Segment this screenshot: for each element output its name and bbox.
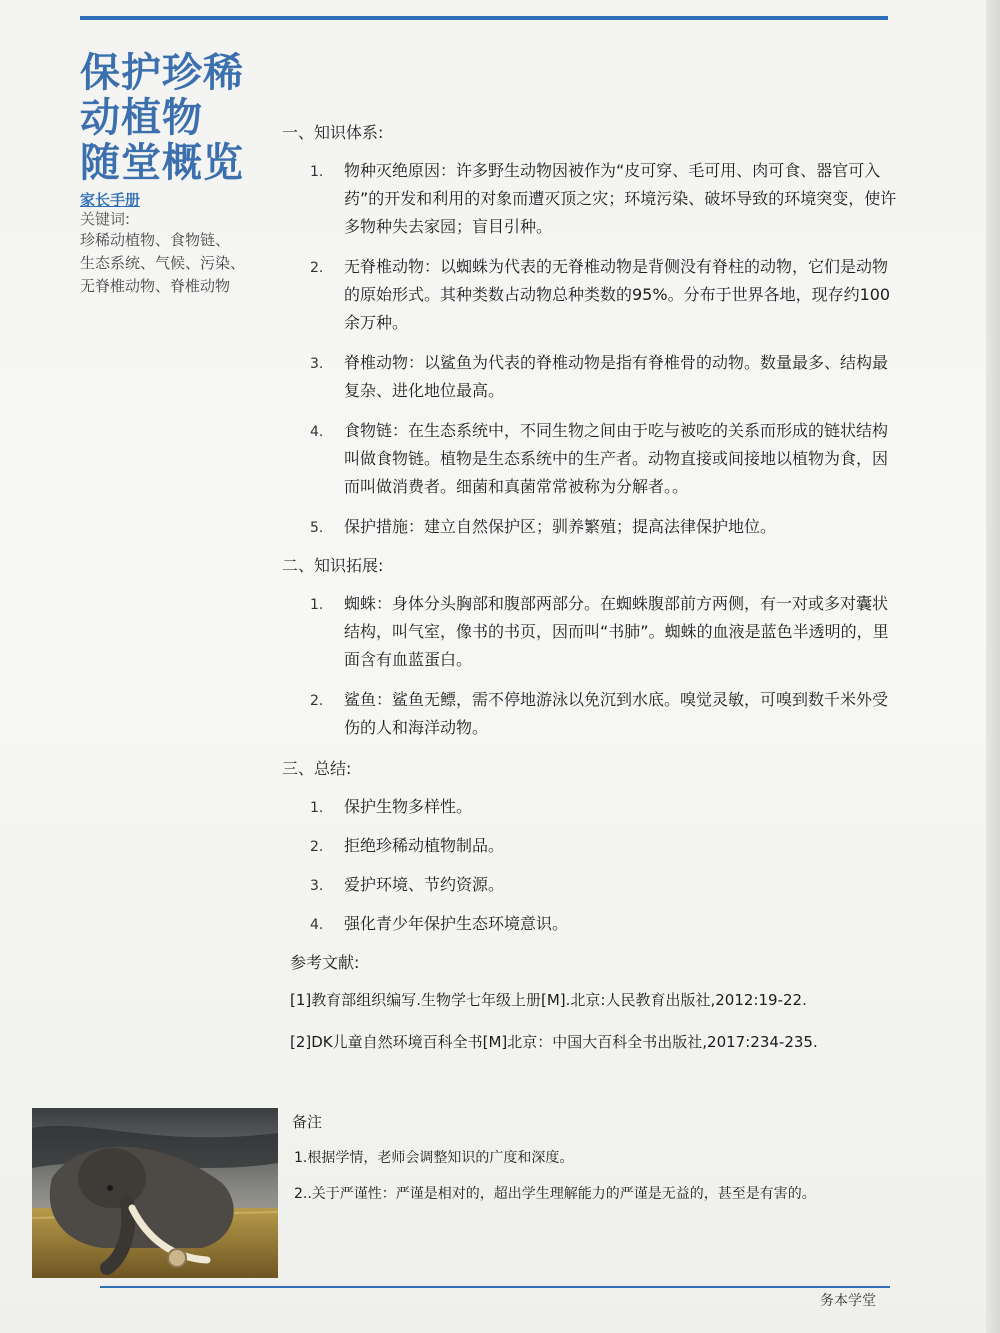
item-number: 2. bbox=[310, 693, 324, 709]
list-item bbox=[282, 417, 897, 501]
list-item bbox=[282, 513, 897, 541]
item-text: 无脊椎动物：以蜘蛛为代表的无脊椎动物是背侧没有脊柱的动物，它们是动物的原始形式。其种类数占动物总种类数的95%。分布于世界各地，现存约100余万种。 bbox=[344, 257, 891, 332]
section-knowledge-extension bbox=[282, 553, 897, 742]
section-heading: 二、知识拓展: bbox=[282, 556, 384, 575]
title-line: 保护珍稀 bbox=[80, 49, 244, 96]
notes bbox=[282, 1111, 897, 1206]
list-item bbox=[282, 686, 897, 742]
item-number: 1. bbox=[310, 800, 324, 816]
item-text: 强化青少年保护生态环境意识。 bbox=[344, 914, 569, 933]
item-text: 保护生物多样性。 bbox=[344, 797, 473, 816]
item-number: 1. bbox=[310, 597, 324, 613]
section-summary bbox=[282, 756, 897, 938]
elephant-illustration bbox=[32, 1108, 278, 1278]
section-knowledge-system bbox=[282, 120, 897, 541]
item-number: 2. bbox=[310, 839, 324, 855]
section-heading: 一、知识体系: bbox=[282, 123, 384, 142]
list-item bbox=[282, 349, 897, 405]
item-text: 蜘蛛：身体分头胸部和腹部两部分。在蜘蛛腹部前方两侧，有一对或多对囊状结构，叫气室，像书的书页，因而叫“书肺”。蜘蛛的血液是蓝色半透明的，里面含有血蓝蛋白。 bbox=[344, 594, 889, 669]
knowledge-list bbox=[282, 157, 897, 541]
section-heading: 三、总结: bbox=[282, 759, 352, 778]
note-item: 2..关于严谨性：严谨是相对的，超出学生理解能力的严谨是无益的，甚至是有害的。 bbox=[294, 1186, 816, 1202]
reference-item: [2]DK儿童自然环境百科全书[M]北京：中国大百科全书出版社,2017:234-235. bbox=[290, 1033, 818, 1051]
page-title bbox=[80, 50, 260, 185]
item-number: 5. bbox=[310, 520, 324, 536]
item-text: 爱护环境、节约资源。 bbox=[344, 875, 505, 894]
item-number: 4. bbox=[310, 917, 324, 933]
item-text: 食物链：在生态系统中，不同生物之间由于吃与被吃的关系而形成的链状结构叫做食物链。植物是生态系统中的生产者。动物直接或间接地以植物为食，因而叫做消费者。细菌和真菌常常被称为分解者。。 bbox=[344, 421, 889, 496]
top-rule bbox=[80, 16, 888, 20]
title-line: 动植物 bbox=[80, 94, 203, 141]
summary-list bbox=[282, 793, 897, 938]
references bbox=[282, 950, 897, 1055]
item-number: 1. bbox=[310, 164, 324, 180]
item-text: 脊椎动物：以鲨鱼为代表的脊椎动物是指有脊椎骨的动物。数量最多、结构最复杂、进化地位最高。 bbox=[344, 353, 889, 400]
main-content bbox=[282, 120, 897, 1218]
item-text: 保护措施：建立自然保护区；驯养繁殖；提高法律保护地位。 bbox=[344, 517, 777, 536]
list-item bbox=[282, 253, 897, 337]
keywords-line: 无脊椎动物、脊椎动物 bbox=[80, 277, 231, 295]
extension-list bbox=[282, 590, 897, 742]
item-number: 2. bbox=[310, 260, 324, 276]
footer-brand: 务本学堂 bbox=[820, 1293, 876, 1309]
keywords-list bbox=[80, 229, 260, 298]
keywords-label: 关键词: bbox=[80, 210, 131, 228]
list-item bbox=[282, 157, 897, 241]
list-item bbox=[282, 590, 897, 674]
reference-item: [1]教育部组织编写.生物学七年级上册[M].北京:人民教育出版社,2012:19-22. bbox=[290, 991, 807, 1009]
references-heading: 参考文献: bbox=[290, 953, 360, 972]
item-number: 3. bbox=[310, 878, 324, 894]
list-item bbox=[282, 871, 897, 899]
keywords-line: 生态系统、气候、污染、 bbox=[80, 254, 246, 272]
item-text: 拒绝珍稀动植物制品。 bbox=[344, 836, 505, 855]
list-item bbox=[282, 832, 897, 860]
notes-heading: 备注 bbox=[292, 1113, 323, 1131]
subtitle: 家长手册 bbox=[80, 191, 141, 209]
item-text: 物种灭绝原因：许多野生动物因被作为“皮可穿、毛可用、肉可食、器官可入药”的开发和利用的对象而遭灭顶之灾；环境污染、破坏导致的环境突变，使许多物种失去家园；盲目引种。 bbox=[344, 161, 897, 236]
note-item: 1.根据学情，老师会调整知识的广度和深度。 bbox=[294, 1150, 574, 1166]
title-block bbox=[80, 50, 260, 298]
keywords-line: 珍稀动植物、食物链、 bbox=[80, 231, 231, 249]
page-edge bbox=[986, 0, 1000, 1333]
item-text: 鲨鱼：鲨鱼无鳔，需不停地游泳以免沉到水底。嗅觉灵敏，可嗅到数千米外受伤的人和海洋动物。 bbox=[344, 690, 889, 737]
item-number: 3. bbox=[310, 356, 324, 372]
item-number: 4. bbox=[310, 424, 324, 440]
title-line: 随堂概览 bbox=[80, 139, 244, 186]
bottom-rule bbox=[100, 1286, 890, 1288]
list-item bbox=[282, 793, 897, 821]
list-item bbox=[282, 910, 897, 938]
elephant-photo bbox=[32, 1108, 278, 1278]
